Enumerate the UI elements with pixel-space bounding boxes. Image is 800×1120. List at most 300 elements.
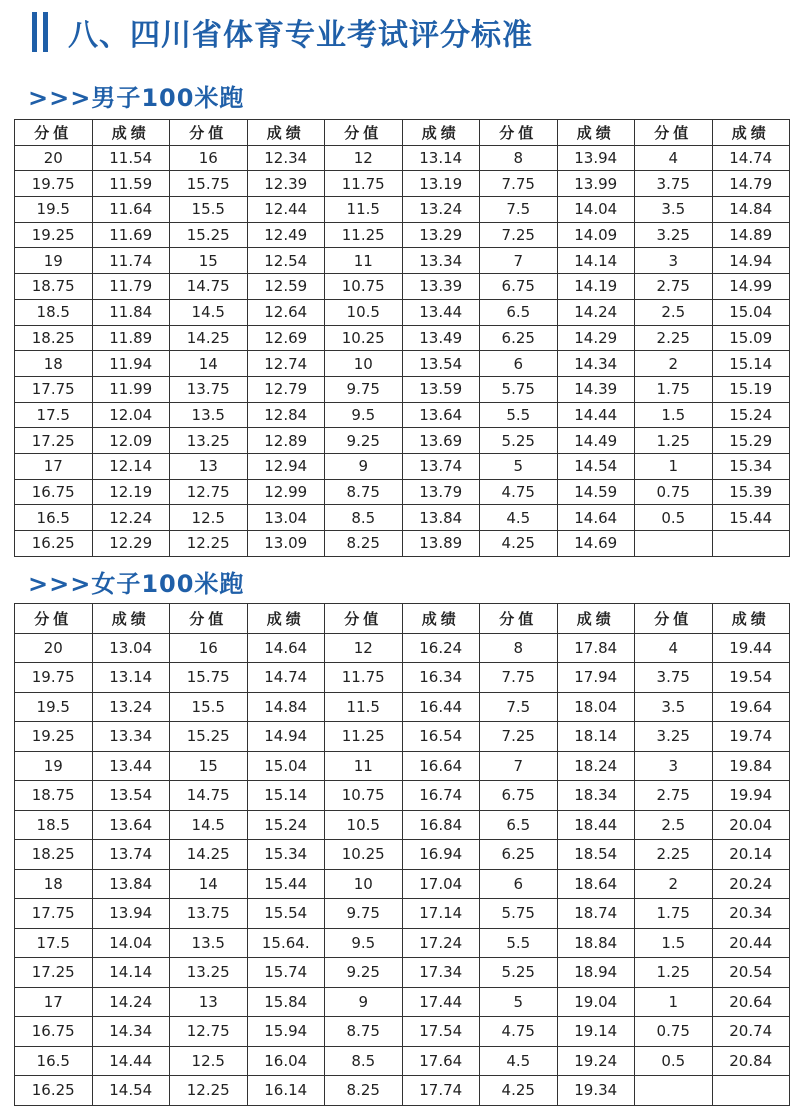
- time-cell: 13.54: [402, 351, 480, 377]
- score-cell: 3.75: [635, 663, 713, 693]
- table-row: [15, 692, 790, 722]
- time-cell: 13.24: [402, 197, 480, 223]
- time-cell: 15.04: [247, 751, 325, 781]
- table-header-row: [15, 120, 790, 146]
- time-cell: 18.34: [557, 781, 635, 811]
- table-row: [15, 428, 790, 454]
- time-cell: 15.84: [247, 987, 325, 1017]
- column-header: 成绩: [712, 604, 790, 634]
- column-header: 成绩: [247, 604, 325, 634]
- accent-bar: [43, 12, 48, 52]
- score-cell: 0.5: [635, 1046, 713, 1076]
- table-row: [15, 781, 790, 811]
- score-cell: 15.5: [170, 197, 248, 223]
- time-cell: 13.74: [402, 453, 480, 479]
- time-cell: 13.44: [402, 299, 480, 325]
- time-cell: 18.54: [557, 840, 635, 870]
- score-cell: 7: [480, 751, 558, 781]
- score-cell: 8.5: [325, 505, 403, 531]
- time-cell: 13.14: [402, 145, 480, 171]
- time-cell: 12.84: [247, 402, 325, 428]
- score-cell: 6.75: [480, 781, 558, 811]
- table-row: [15, 958, 790, 988]
- score-cell: 1.75: [635, 376, 713, 402]
- score-cell: 16.25: [15, 1076, 93, 1106]
- score-cell: 15.5: [170, 692, 248, 722]
- time-cell: 13.44: [92, 751, 170, 781]
- time-cell: 16.44: [402, 692, 480, 722]
- table-row: [15, 453, 790, 479]
- score-cell: 16.25: [15, 531, 93, 557]
- time-cell: 14.84: [247, 692, 325, 722]
- column-header: 成绩: [557, 604, 635, 634]
- time-cell: 13.54: [92, 781, 170, 811]
- time-cell: 12.44: [247, 197, 325, 223]
- time-cell: 12.94: [247, 453, 325, 479]
- score-cell: 7.25: [480, 222, 558, 248]
- score-cell: 7.75: [480, 171, 558, 197]
- score-cell: 15.25: [170, 222, 248, 248]
- time-cell: 13.29: [402, 222, 480, 248]
- column-header: 成绩: [402, 604, 480, 634]
- table-header-row: [15, 604, 790, 634]
- time-cell: 15.94: [247, 1017, 325, 1047]
- score-cell: 14: [170, 869, 248, 899]
- time-cell: 13.94: [557, 145, 635, 171]
- time-cell: 17.14: [402, 899, 480, 929]
- score-cell: 2.5: [635, 810, 713, 840]
- time-cell: 19.84: [712, 751, 790, 781]
- table-row: [15, 1046, 790, 1076]
- score-cell: 10.25: [325, 325, 403, 351]
- score-cell: 17.75: [15, 899, 93, 929]
- time-cell: 15.44: [712, 505, 790, 531]
- time-cell: 14.44: [92, 1046, 170, 1076]
- time-cell: 15.39: [712, 479, 790, 505]
- time-cell: 16.04: [247, 1046, 325, 1076]
- time-cell: 18.14: [557, 722, 635, 752]
- score-table-female: [14, 603, 790, 1106]
- score-cell: 17.5: [15, 402, 93, 428]
- score-cell: 4.25: [480, 1076, 558, 1106]
- score-cell: 2: [635, 869, 713, 899]
- score-cell: 4.75: [480, 479, 558, 505]
- time-cell: 16.74: [402, 781, 480, 811]
- score-cell: 6.5: [480, 810, 558, 840]
- time-cell: 11.99: [92, 376, 170, 402]
- table-row: [15, 171, 790, 197]
- time-cell: 14.14: [92, 958, 170, 988]
- score-cell: 18.25: [15, 325, 93, 351]
- time-cell: 14.79: [712, 171, 790, 197]
- time-cell: 14.54: [92, 1076, 170, 1106]
- score-cell: 4.5: [480, 505, 558, 531]
- time-cell: 14.14: [557, 248, 635, 274]
- time-cell: 16.34: [402, 663, 480, 693]
- time-cell: 11.94: [92, 351, 170, 377]
- score-cell: 8: [480, 633, 558, 663]
- table-row: [15, 531, 790, 557]
- time-cell: 18.84: [557, 928, 635, 958]
- score-cell: 1.5: [635, 402, 713, 428]
- score-cell: 19.5: [15, 197, 93, 223]
- time-cell: 13.09: [247, 531, 325, 557]
- time-cell: 12.49: [247, 222, 325, 248]
- time-cell: 13.04: [247, 505, 325, 531]
- score-cell: 13.75: [170, 899, 248, 929]
- time-cell: 14.24: [557, 299, 635, 325]
- score-cell: 15.75: [170, 171, 248, 197]
- time-cell: 13.94: [92, 899, 170, 929]
- time-cell: 13.14: [92, 663, 170, 693]
- score-cell: 11.25: [325, 222, 403, 248]
- time-cell: 12.54: [247, 248, 325, 274]
- score-cell: 18.75: [15, 781, 93, 811]
- time-cell: 13.64: [402, 402, 480, 428]
- time-cell: 15.14: [247, 781, 325, 811]
- column-header: 成绩: [557, 120, 635, 146]
- time-cell: 18.74: [557, 899, 635, 929]
- time-cell: 12.89: [247, 428, 325, 454]
- score-cell: 13: [170, 453, 248, 479]
- time-cell: 16.64: [402, 751, 480, 781]
- score-cell: 13.5: [170, 402, 248, 428]
- score-cell: 7.5: [480, 692, 558, 722]
- score-cell: 1.25: [635, 958, 713, 988]
- column-header: 成绩: [92, 120, 170, 146]
- score-cell: 7.75: [480, 663, 558, 693]
- time-cell: 12.24: [92, 505, 170, 531]
- column-header: 分值: [15, 604, 93, 634]
- time-cell: 17.34: [402, 958, 480, 988]
- column-header: 成绩: [712, 120, 790, 146]
- score-cell: 17: [15, 453, 93, 479]
- time-cell: 19.14: [557, 1017, 635, 1047]
- table-row: [15, 274, 790, 300]
- time-cell: 11.54: [92, 145, 170, 171]
- score-cell: [635, 531, 713, 557]
- section-title-male: >>>男子100米跑: [28, 84, 245, 112]
- table-row: [15, 751, 790, 781]
- table-row: [15, 928, 790, 958]
- time-cell: 11.69: [92, 222, 170, 248]
- table-row: [15, 869, 790, 899]
- table-row: [15, 402, 790, 428]
- time-cell: 18.94: [557, 958, 635, 988]
- score-cell: 4.75: [480, 1017, 558, 1047]
- score-cell: 0.75: [635, 479, 713, 505]
- column-header: 分值: [480, 120, 558, 146]
- time-cell: 17.74: [402, 1076, 480, 1106]
- time-cell: 14.54: [557, 453, 635, 479]
- score-cell: 3: [635, 751, 713, 781]
- table-row: [15, 840, 790, 870]
- score-cell: 18.5: [15, 810, 93, 840]
- time-cell: 13.89: [402, 531, 480, 557]
- score-cell: 7.5: [480, 197, 558, 223]
- score-cell: 11.75: [325, 171, 403, 197]
- time-cell: 20.54: [712, 958, 790, 988]
- score-cell: 5.25: [480, 428, 558, 454]
- time-cell: 14.74: [712, 145, 790, 171]
- score-cell: 19.25: [15, 222, 93, 248]
- time-cell: 11.79: [92, 274, 170, 300]
- score-cell: 9.5: [325, 402, 403, 428]
- score-cell: [635, 1076, 713, 1106]
- table-row: [15, 987, 790, 1017]
- time-cell: 14.44: [557, 402, 635, 428]
- score-cell: 9.75: [325, 376, 403, 402]
- score-cell: 3.25: [635, 722, 713, 752]
- time-cell: 15.29: [712, 428, 790, 454]
- score-cell: 17.75: [15, 376, 93, 402]
- score-cell: 12.75: [170, 479, 248, 505]
- time-cell: 17.64: [402, 1046, 480, 1076]
- table-row: [15, 145, 790, 171]
- time-cell: 12.19: [92, 479, 170, 505]
- time-cell: 15.44: [247, 869, 325, 899]
- time-cell: 19.54: [712, 663, 790, 693]
- score-cell: 15.75: [170, 663, 248, 693]
- score-cell: 5: [480, 987, 558, 1017]
- score-cell: 12.25: [170, 1076, 248, 1106]
- time-cell: 14.59: [557, 479, 635, 505]
- table-row: [15, 899, 790, 929]
- table-row: [15, 325, 790, 351]
- table-row: [15, 299, 790, 325]
- time-cell: 12.14: [92, 453, 170, 479]
- score-cell: 15.25: [170, 722, 248, 752]
- page-title: 八、四川省体育专业考试评分标准: [68, 18, 533, 53]
- score-cell: 20: [15, 633, 93, 663]
- time-cell: 11.74: [92, 248, 170, 274]
- time-cell: 15.24: [247, 810, 325, 840]
- score-cell: 10.75: [325, 274, 403, 300]
- score-cell: 6.5: [480, 299, 558, 325]
- time-cell: 13.99: [557, 171, 635, 197]
- time-cell: 13.39: [402, 274, 480, 300]
- time-cell: 14.99: [712, 274, 790, 300]
- score-cell: 8: [480, 145, 558, 171]
- score-cell: 16.5: [15, 505, 93, 531]
- time-cell: 20.84: [712, 1046, 790, 1076]
- time-cell: 15.54: [247, 899, 325, 929]
- time-cell: 13.74: [92, 840, 170, 870]
- time-cell: 13.49: [402, 325, 480, 351]
- score-cell: 6.75: [480, 274, 558, 300]
- score-cell: 19.5: [15, 692, 93, 722]
- table-row: [15, 1076, 790, 1106]
- score-cell: 14.5: [170, 810, 248, 840]
- score-cell: 1: [635, 987, 713, 1017]
- score-cell: 17.5: [15, 928, 93, 958]
- column-header: 分值: [15, 120, 93, 146]
- score-cell: 14.75: [170, 781, 248, 811]
- score-cell: 6.25: [480, 325, 558, 351]
- time-cell: 17.04: [402, 869, 480, 899]
- time-cell: 14.84: [712, 197, 790, 223]
- column-header: 分值: [635, 604, 713, 634]
- time-cell: 12.64: [247, 299, 325, 325]
- score-cell: 13.5: [170, 928, 248, 958]
- table-row: [15, 376, 790, 402]
- table-row: [15, 810, 790, 840]
- score-cell: 2.25: [635, 840, 713, 870]
- score-cell: 11: [325, 248, 403, 274]
- score-cell: 12: [325, 145, 403, 171]
- column-header: 分值: [635, 120, 713, 146]
- score-cell: 12.75: [170, 1017, 248, 1047]
- time-cell: 12.69: [247, 325, 325, 351]
- score-cell: 5.5: [480, 928, 558, 958]
- score-cell: 5.25: [480, 958, 558, 988]
- column-header: 成绩: [402, 120, 480, 146]
- time-cell: 14.34: [92, 1017, 170, 1047]
- score-cell: 13.25: [170, 428, 248, 454]
- time-cell: 13.04: [92, 633, 170, 663]
- time-cell: 11.59: [92, 171, 170, 197]
- time-cell: 20.64: [712, 987, 790, 1017]
- score-cell: 9.75: [325, 899, 403, 929]
- score-cell: 12.5: [170, 505, 248, 531]
- time-cell: 20.24: [712, 869, 790, 899]
- time-cell: 13.69: [402, 428, 480, 454]
- score-cell: 2: [635, 351, 713, 377]
- time-cell: 13.24: [92, 692, 170, 722]
- score-cell: 12: [325, 633, 403, 663]
- time-cell: 15.14: [712, 351, 790, 377]
- time-cell: 15.09: [712, 325, 790, 351]
- score-cell: 9: [325, 453, 403, 479]
- score-cell: 11.75: [325, 663, 403, 693]
- time-cell: 14.49: [557, 428, 635, 454]
- time-cell: 11.64: [92, 197, 170, 223]
- score-cell: 15: [170, 751, 248, 781]
- time-cell: 13.64: [92, 810, 170, 840]
- score-cell: 6: [480, 869, 558, 899]
- score-cell: 11: [325, 751, 403, 781]
- time-cell: 12.04: [92, 402, 170, 428]
- score-cell: 2.75: [635, 274, 713, 300]
- score-cell: 10.5: [325, 299, 403, 325]
- score-cell: 4: [635, 145, 713, 171]
- score-cell: 18.25: [15, 840, 93, 870]
- time-cell: 14.19: [557, 274, 635, 300]
- time-cell: 14.34: [557, 351, 635, 377]
- score-cell: 5.5: [480, 402, 558, 428]
- score-cell: 16.5: [15, 1046, 93, 1076]
- time-cell: [712, 531, 790, 557]
- score-cell: 16.75: [15, 479, 93, 505]
- table-row: [15, 663, 790, 693]
- table-row: [15, 505, 790, 531]
- score-cell: 11.5: [325, 692, 403, 722]
- time-cell: 15.34: [712, 453, 790, 479]
- time-cell: 19.64: [712, 692, 790, 722]
- score-cell: 4: [635, 633, 713, 663]
- time-cell: 15.19: [712, 376, 790, 402]
- time-cell: 12.79: [247, 376, 325, 402]
- score-cell: 11.25: [325, 722, 403, 752]
- time-cell: 16.54: [402, 722, 480, 752]
- score-cell: 4.5: [480, 1046, 558, 1076]
- time-cell: 20.74: [712, 1017, 790, 1047]
- score-cell: 16: [170, 145, 248, 171]
- score-cell: 5.75: [480, 899, 558, 929]
- time-cell: 14.94: [712, 248, 790, 274]
- column-header: 成绩: [92, 604, 170, 634]
- time-cell: 13.34: [402, 248, 480, 274]
- time-cell: 16.14: [247, 1076, 325, 1106]
- score-cell: 5.75: [480, 376, 558, 402]
- time-cell: [712, 1076, 790, 1106]
- score-cell: 6.25: [480, 840, 558, 870]
- column-header: 分值: [170, 604, 248, 634]
- time-cell: 12.59: [247, 274, 325, 300]
- score-cell: 6: [480, 351, 558, 377]
- score-cell: 19: [15, 751, 93, 781]
- score-cell: 12.25: [170, 531, 248, 557]
- time-cell: 18.04: [557, 692, 635, 722]
- score-cell: 13.25: [170, 958, 248, 988]
- score-cell: 2.5: [635, 299, 713, 325]
- score-cell: 9.25: [325, 428, 403, 454]
- time-cell: 19.24: [557, 1046, 635, 1076]
- score-cell: 14.25: [170, 325, 248, 351]
- time-cell: 13.84: [402, 505, 480, 531]
- score-cell: 0.5: [635, 505, 713, 531]
- column-header: 成绩: [247, 120, 325, 146]
- score-cell: 7.25: [480, 722, 558, 752]
- score-cell: 17.25: [15, 958, 93, 988]
- score-cell: 7: [480, 248, 558, 274]
- score-cell: 3.25: [635, 222, 713, 248]
- score-cell: 19.75: [15, 171, 93, 197]
- time-cell: 15.04: [712, 299, 790, 325]
- score-cell: 17: [15, 987, 93, 1017]
- time-cell: 16.84: [402, 810, 480, 840]
- time-cell: 18.24: [557, 751, 635, 781]
- score-cell: 3.75: [635, 171, 713, 197]
- time-cell: 13.79: [402, 479, 480, 505]
- time-cell: 17.94: [557, 663, 635, 693]
- score-cell: 3.5: [635, 197, 713, 223]
- score-cell: 20: [15, 145, 93, 171]
- score-cell: 8.25: [325, 1076, 403, 1106]
- score-cell: 18: [15, 869, 93, 899]
- score-cell: 9.25: [325, 958, 403, 988]
- time-cell: 17.44: [402, 987, 480, 1017]
- time-cell: 20.44: [712, 928, 790, 958]
- time-cell: 17.54: [402, 1017, 480, 1047]
- time-cell: 12.39: [247, 171, 325, 197]
- time-cell: 20.04: [712, 810, 790, 840]
- time-cell: 15.64.: [247, 928, 325, 958]
- time-cell: 11.84: [92, 299, 170, 325]
- score-cell: 14.75: [170, 274, 248, 300]
- score-cell: 3: [635, 248, 713, 274]
- time-cell: 19.94: [712, 781, 790, 811]
- score-cell: 19.75: [15, 663, 93, 693]
- time-cell: 15.24: [712, 402, 790, 428]
- score-cell: 3.5: [635, 692, 713, 722]
- time-cell: 20.14: [712, 840, 790, 870]
- time-cell: 14.04: [557, 197, 635, 223]
- score-table-male: [14, 119, 790, 557]
- score-cell: 10.5: [325, 810, 403, 840]
- section-title-female: >>>女子100米跑: [28, 570, 245, 598]
- time-cell: 19.04: [557, 987, 635, 1017]
